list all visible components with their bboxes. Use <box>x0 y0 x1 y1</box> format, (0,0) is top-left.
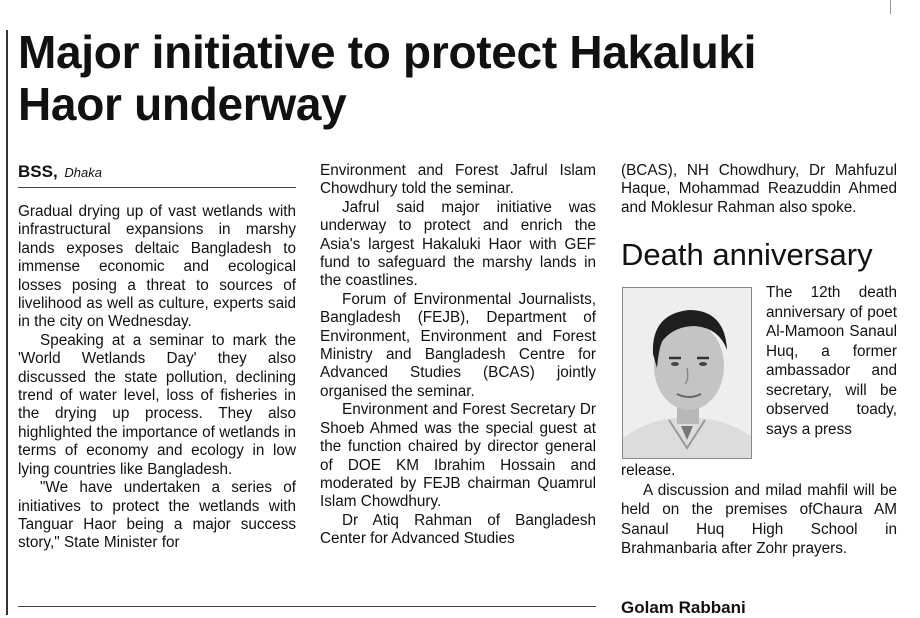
death-anniversary-continued <box>621 461 897 559</box>
paragraph: Environment and Forest Jafrul Islam Chowdhury told the seminar. <box>320 162 596 198</box>
portrait-photo <box>622 287 752 459</box>
paragraph: Dr Atiq Rahman of Bangladesh Center for Advanced Studies <box>320 511 596 548</box>
byline <box>18 162 102 182</box>
article-column-3 <box>621 162 897 217</box>
paragraph: Environment and Forest Secretary Dr Shoeb Ahmed was the special guest at the function chaired by director general of DOE KM Ibrahim Hossain and moderated by FEJB chairman Quamrul Islam Chowdhury. <box>320 401 596 511</box>
paragraph: Jafrul said major initiative was underway to protect and enrich the Asia's largest Hakaluki Haor with GEF fund to safeguard the marshy lands in the coastlines. <box>320 198 596 290</box>
column-rule-left <box>6 30 8 615</box>
headline-line-2: Haor underway <box>18 78 347 130</box>
byline-divider <box>18 187 296 188</box>
paragraph: Gradual drying up of vast wetlands with infrastructural expansions in marshy lands exposes deltaic Bangladesh to immense economic and ecological losses posing a threat to sources of livelihood as well as culture, experts said in the city on Wednesday. <box>18 203 296 331</box>
paragraph: (BCAS), NH Chowdhury, Dr Mahfuzul Haque, Mohammad Reazuddin Ahmed and Moklesur Rahman also spoke. <box>621 162 897 216</box>
byline-source: BSS, <box>18 162 58 181</box>
column-rule-top-right <box>890 0 891 14</box>
paragraph: Speaking at a seminar to mark the 'World Wetlands Day' they also discussed the state pollution, declining trend of water level, loss of fisheries in the drying up process. They also highlighted the importance of wetlands in terms of economy and ecology in low lying countries like Bangladesh. <box>18 331 296 478</box>
headline <box>18 26 756 130</box>
byline-place: Dhaka <box>64 165 102 180</box>
headline-line-1: Major initiative to protect Hakaluki <box>18 26 757 78</box>
paragraph: release. <box>621 462 676 479</box>
next-item-name: Golam Rabbani <box>621 598 746 617</box>
death-anniversary-heading: Death anniversary <box>621 237 873 272</box>
article-column-1 <box>18 203 296 553</box>
bottom-divider <box>18 606 596 607</box>
paragraph: Forum of Environmental Journalists, Bangladesh (FEJB), Department of Environment, Environment and Forest Ministry and Bangladesh Centre for Advanced Studies (BCAS) jointly organised the seminar. <box>320 290 596 400</box>
death-anniversary-text: The 12th death anniversary of poet Al-Mamoon Sanaul Huq, a former ambassador and secretary, will be observed toady, says a press <box>766 284 897 438</box>
paragraph: "We have undertaken a series of initiatives to protect the wetlands with Tanguar Haor being a major success story," State Minister for <box>18 479 296 552</box>
article-column-2 <box>320 162 596 549</box>
paragraph: A discussion and milad mahfil will be held on the premises ofChaura AM Sanaul Huq High School in Brahmanbaria after Zohr prayers. <box>621 481 897 557</box>
